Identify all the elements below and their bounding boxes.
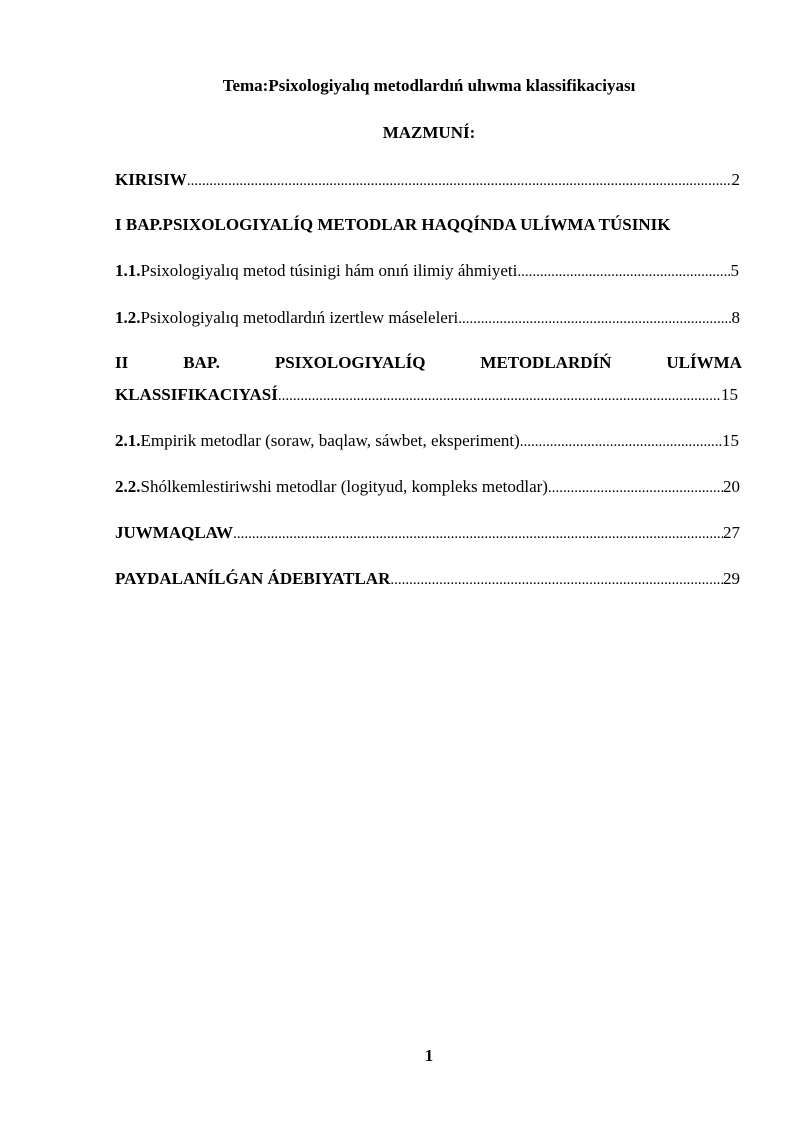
contents-heading: MAZMUNÍ: xyxy=(382,123,476,142)
toc-chapter-2-continued[interactable] xyxy=(115,385,738,406)
toc-entry-2-2[interactable] xyxy=(115,477,740,498)
toc-entry-references[interactable] xyxy=(115,569,740,590)
toc-page-number: 2 xyxy=(731,170,740,189)
document-title: Tema:Psixologiyalıq metodlardıń ulıwma klassifikaciyası xyxy=(222,76,636,95)
toc-entry-2-1[interactable] xyxy=(115,431,739,452)
toc-chapter-2[interactable] xyxy=(115,353,742,373)
toc-entry-number: 1.2. xyxy=(115,308,141,327)
toc-entry-label: Shólkemlestiriwshi metodlar (logityud, kompleks metodlar) xyxy=(140,477,548,496)
toc-entry-conclusion[interactable] xyxy=(115,523,740,544)
toc-page-number: 8 xyxy=(731,308,740,327)
toc-entry-label: PAYDALANÍLǴAN ÁDEBIYATLAR xyxy=(115,569,391,588)
toc-entry-1-1[interactable] xyxy=(115,261,739,282)
chapter-2-word: BAP. xyxy=(183,353,220,372)
toc-entry-label: Psixologiyalıq metodlardıń izertlew máseleleri xyxy=(140,308,459,327)
dot-leader xyxy=(517,262,730,282)
dot-leader xyxy=(458,309,731,329)
dot-leader xyxy=(187,171,732,191)
toc-entry-1-2[interactable] xyxy=(115,308,740,329)
dot-leader xyxy=(233,524,723,544)
toc-entry-label: KLASSIFIKACIYASÍ xyxy=(115,385,278,404)
page-number: 1 xyxy=(424,1046,434,1065)
toc-entry-label: KIRISIW xyxy=(115,170,187,189)
toc-entry-label: JUWMAQLAW xyxy=(115,523,234,542)
chapter-2-word: II xyxy=(115,353,129,372)
toc-entry-label: Psixologiyalıq metod túsinigi hám onıń ilimiy áhmiyeti xyxy=(140,261,518,280)
toc-chapter-1[interactable]: I BAP.PSIXOLOGIYALÍQ METODLAR HAQQÍNDA ULÍWMA TÚSINIK xyxy=(115,215,671,234)
toc-page-number: 29 xyxy=(723,569,740,588)
toc-entry-intro[interactable] xyxy=(115,170,740,191)
toc-page-number: 15 xyxy=(721,385,738,404)
toc-page-number: 15 xyxy=(722,431,739,450)
dot-leader xyxy=(278,386,721,406)
chapter-2-word: ULÍWMA xyxy=(666,353,742,372)
dot-leader xyxy=(548,478,723,498)
chapter-2-word: METODLARDÍŃ xyxy=(480,353,612,372)
chapter-2-word: PSIXOLOGIYALÍQ xyxy=(274,353,426,372)
toc-entry-number: 2.2. xyxy=(115,477,141,496)
toc-entry-number: 1.1. xyxy=(115,261,141,280)
dot-leader xyxy=(390,570,723,590)
dot-leader xyxy=(520,432,722,452)
toc-page-number: 20 xyxy=(723,477,740,496)
toc-entry-number: 2.1. xyxy=(115,431,141,450)
toc-entry-label: Empirik metodlar (soraw, baqlaw, sáwbet, eksperiment) xyxy=(140,431,520,450)
toc-page-number: 27 xyxy=(723,523,740,542)
toc-page-number: 5 xyxy=(730,261,739,280)
